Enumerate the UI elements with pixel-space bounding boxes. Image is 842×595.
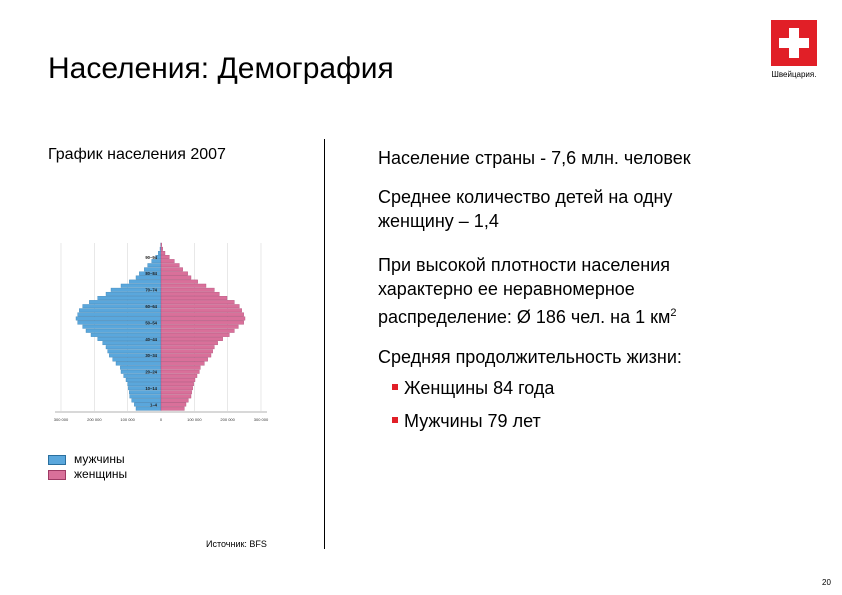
- fact-density-line3: [378, 301, 788, 329]
- age-label: 80–84: [145, 271, 157, 277]
- bar-men: [129, 391, 161, 394]
- bar-men: [152, 259, 161, 262]
- fact-children-line2: женщину – 1,4: [378, 211, 499, 231]
- legend-label-men: мужчины: [74, 452, 125, 466]
- bar-women: [161, 309, 242, 312]
- bar-women: [161, 333, 229, 336]
- bar-men: [106, 292, 161, 295]
- bar-women: [161, 354, 211, 357]
- bar-women: [161, 386, 193, 389]
- x-tick-label: 100 000: [120, 417, 135, 422]
- bar-women: [161, 288, 214, 291]
- bar-women: [161, 251, 165, 254]
- bar-women: [161, 313, 244, 316]
- bar-women: [161, 350, 213, 353]
- fact-children: [378, 185, 788, 233]
- age-label: 90–94: [145, 254, 157, 260]
- source-note: Источник: BFS: [206, 539, 267, 549]
- fact-children-line1: Среднее количество детей на одну: [378, 187, 673, 207]
- bar-women: [161, 345, 214, 348]
- bullet-square-icon: [392, 417, 398, 423]
- bar-women: [161, 296, 227, 299]
- slide-title: Населения: Демография: [48, 52, 394, 85]
- chart-heading: График населения 2007: [48, 146, 226, 163]
- bar-men: [79, 309, 161, 312]
- bar-men: [148, 263, 161, 266]
- bar-women: [161, 255, 169, 258]
- bar-women: [161, 337, 223, 340]
- age-label: 20–24: [145, 369, 157, 375]
- bar-women: [161, 304, 239, 307]
- bar-women: [161, 391, 192, 394]
- bar-women: [161, 263, 179, 266]
- bar-women: [161, 382, 194, 385]
- bar-women: [161, 272, 188, 275]
- x-tick-label: 100 000: [187, 417, 202, 422]
- bar-women: [161, 378, 195, 381]
- bullet-square-icon: [392, 384, 398, 390]
- bar-men: [113, 358, 161, 361]
- age-label: 30–34: [145, 353, 157, 359]
- bar-men: [116, 362, 161, 365]
- bar-women: [161, 399, 188, 402]
- fact-life-heading: Средняя продолжительность жизни:: [378, 347, 682, 367]
- bar-men: [134, 403, 161, 406]
- legend-label-women: женщины: [74, 467, 128, 481]
- legend-swatch-women: [48, 470, 66, 480]
- logo-text: Швейцария.: [771, 70, 817, 79]
- bar-men: [98, 296, 161, 299]
- fact-density: [378, 253, 788, 329]
- bar-women: [161, 268, 183, 271]
- x-tick-label: 300 000: [253, 417, 269, 422]
- bar-women: [161, 292, 219, 295]
- bar-men: [83, 325, 161, 328]
- bar-women: [161, 366, 200, 369]
- x-tick-label: 200 000: [87, 417, 102, 422]
- vertical-divider: [324, 139, 325, 549]
- fact-population: Население страны - 7,6 млн. человек: [378, 148, 691, 168]
- age-label: 40–44: [145, 336, 157, 342]
- fact-density-line1: При высокой плотности населения: [378, 255, 671, 275]
- bar-men: [136, 407, 161, 410]
- bar-men: [86, 329, 161, 332]
- bar-women: [161, 280, 198, 283]
- x-tick-label: 300 000: [53, 417, 69, 422]
- bar-women: [161, 358, 208, 361]
- bar-women: [161, 300, 234, 303]
- bar-men: [103, 341, 161, 344]
- age-label: 70–74: [145, 287, 157, 293]
- bar-women: [161, 403, 186, 406]
- bar-women: [161, 276, 191, 279]
- bar-women: [161, 407, 184, 410]
- swiss-cross-icon: [771, 20, 817, 66]
- population-pyramid-chart: [40, 235, 280, 430]
- age-label: 10–14: [145, 385, 157, 391]
- age-label: 1–4: [150, 402, 157, 408]
- bar-women: [161, 317, 245, 320]
- bar-women: [161, 259, 174, 262]
- bar-women: [161, 374, 197, 377]
- bar-women: [161, 362, 204, 365]
- legend-swatch-men: [48, 455, 66, 465]
- bar-women: [161, 321, 244, 324]
- age-label: 60–64: [145, 304, 157, 310]
- bar-women: [161, 395, 191, 398]
- bar-women: [161, 243, 162, 246]
- bar-men: [124, 374, 161, 377]
- swiss-logo: [771, 20, 817, 79]
- fact-life-women-text: Женщины 84 года: [404, 378, 555, 398]
- bar-men: [106, 345, 161, 348]
- bar-men: [130, 395, 161, 398]
- age-label: 50–54: [145, 320, 157, 326]
- bar-men: [158, 251, 161, 254]
- page-number: 20: [822, 578, 831, 587]
- fact-life-men: [392, 409, 541, 433]
- bar-women: [161, 247, 163, 250]
- bar-women: [161, 341, 218, 344]
- bar-men: [78, 313, 161, 316]
- fact-density-sup: 2: [670, 307, 677, 319]
- fact-life-men-text: Мужчины 79 лет: [404, 411, 541, 431]
- bar-men: [136, 276, 161, 279]
- fact-life-women: [392, 376, 554, 400]
- bar-men: [126, 378, 161, 381]
- x-tick-label: 0: [159, 417, 163, 422]
- bar-women: [161, 329, 234, 332]
- fact-density-line2: характерно ее неравномерное: [378, 279, 635, 299]
- bar-women: [161, 370, 199, 373]
- fact-density-text: распределение: Ø 186 чел. на 1 км: [378, 307, 671, 327]
- x-tick-label: 200 000: [220, 417, 235, 422]
- bar-women: [161, 284, 206, 287]
- bar-women: [161, 325, 238, 328]
- bar-men: [129, 280, 161, 283]
